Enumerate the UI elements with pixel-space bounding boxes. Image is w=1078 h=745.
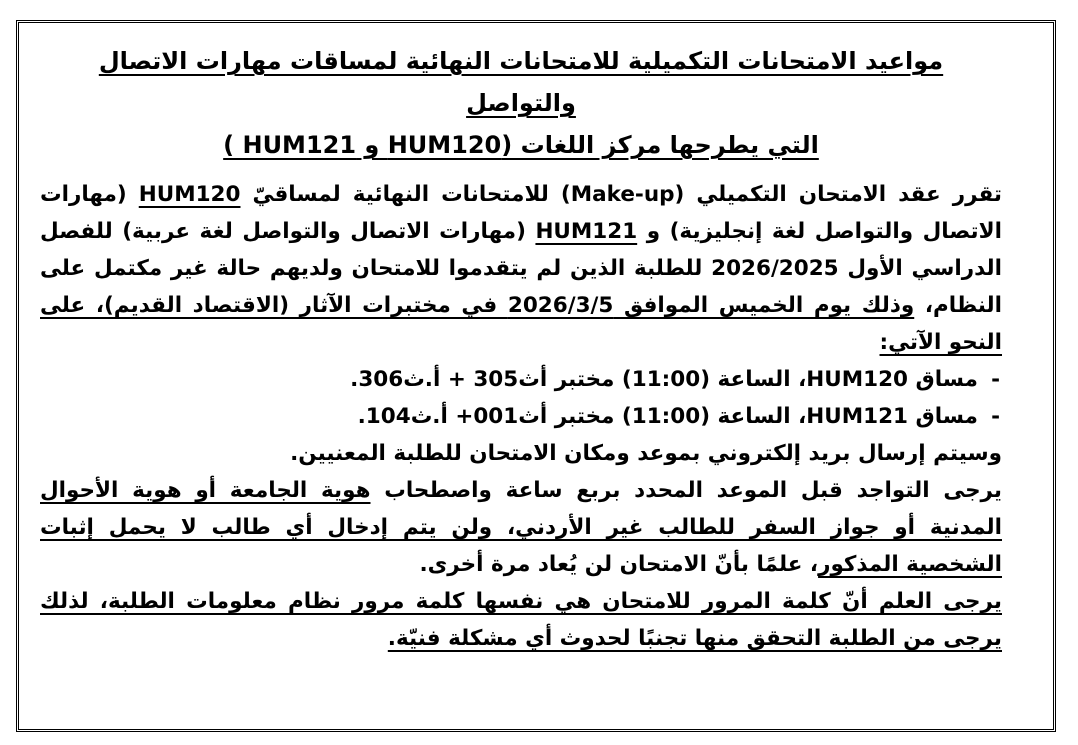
list-item <box>40 398 1000 435</box>
email-note: وسيتم إرسال بريد إلكتروني بموعد ومكان الامتحان للطلبة المعنيين. <box>290 441 1002 466</box>
attendance-text-2: ، علمًا بأنّ الامتحان لن يُعاد مرة أخرى. <box>419 552 819 577</box>
schedule-hum120: مساق HUM120، الساعة (11:00) مختبر أث305 + أ.ث306. <box>350 367 978 392</box>
required-id-documents: هوية الجامعة أو هوية الأحوال المدنية أو جواز السفر للطالب غير الأردني، ولن يتم إدخال أي طالب لا يحمل إثبات الشخصية المذكور <box>40 478 1002 577</box>
bullet-dash: - <box>991 367 1000 392</box>
document-body <box>40 40 1002 657</box>
attendance-text-1: يرجى التواجد قبل الموعد المحدد بربع ساعة واصطحاب <box>370 478 1003 503</box>
attendance-paragraph <box>40 472 1002 583</box>
title-line-1: مواعيد الامتحانات التكميلية للامتحانات النهائية لمساقات مهارات الاتصال والتواصل <box>98 47 944 117</box>
password-note: يرجى العلم أنّ كلمة المرور للامتحان هي نفسها كلمة مرور نظام معلومات الطلبة، لذلك يرجى من الطلبة التحقق منها تجنبًا لحدوث أي مشكلة فنيّة. <box>40 589 1002 651</box>
exam-date-location: وذلك يوم الخميس الموافق 2026/3/5 في مختبرات الآثار (الاقتصاد القديم)، على النحو الآتي: <box>40 293 1002 355</box>
intro-text-3: (مهارات الاتصال والتواصل لغة عربية) للفصل الدراسي الأول 2026/2025 للطلبة الذين لم يتقدموا للامتحان ولديهم حالة غير مكتمل على النظام، <box>40 219 1002 318</box>
title-line-2: التي يطرحها مركز اللغات (HUM120 و HUM121 ) <box>223 131 819 159</box>
schedule-hum121: مساق HUM121، الساعة (11:00) مختبر أث001+ أ.ث104. <box>357 404 978 429</box>
exam-schedule-list <box>40 361 1002 435</box>
intro-text-1: تقرر عقد الامتحان التكميلي (Make-up) للامتحانات النهائية لمساقيّ <box>240 182 1002 207</box>
bullet-dash: - <box>991 404 1000 429</box>
intro-text-2: (مهارات الاتصال والتواصل لغة إنجليزية) و <box>40 182 1003 244</box>
list-item <box>40 361 1000 398</box>
course-code-hum121: HUM121 <box>535 219 638 244</box>
document-title <box>40 40 1002 166</box>
course-code-hum120: HUM120 <box>138 182 241 207</box>
intro-paragraph <box>40 176 1002 361</box>
